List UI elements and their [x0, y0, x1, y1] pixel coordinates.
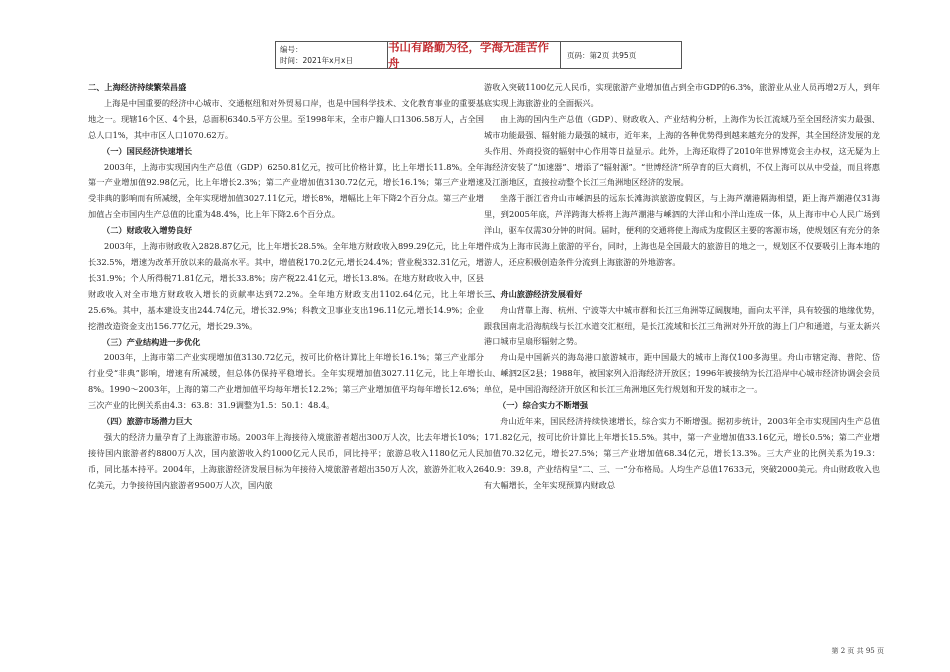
paragraph: 2003年，上海市财政收入2828.87亿元，比上年增长28.5%。全年地方财政收入899.29亿元，比上年增长32.5%，增速为改革开放以来的最高水平。其中，增值税170.2亿元,增长24.4%；营业税332.31亿元，增长31.9%；个人所得税71.81亿元，增长33.8%；房产税22.41亿元，增长13.8%。在地方财政收入中，区县财政收入对全市地方财政收入增长的贡献率达到72.2%。全年地方财政支出1102.64亿元，比上年增长25.6%。其中，基本建设支出244.74亿元，增长32.9%；科教文卫事业支出196.11亿元,增长14.9%；企业挖潜改造资金支出156.77亿元，增长29.3%。	[88, 241, 484, 331]
section-heading: 三、舟山旅游经济发展看好	[484, 288, 583, 299]
paragraph: 坐落于浙江省舟山市嵊泗县的远东长滩海滨旅游度假区，与上海芦潮港隔海相望，距上海芦潮港仅31海里，到2005年底，芦洋跨海大桥将上海芦潮港与嵊泗的大洋山和小洋山连成一体，从上海市中心人民广场到洋山，驱车仅需30分钟的时间。届时，便利的交通将使上海成为度假区主要的客源市场，使规划区有充分的条件成为上海市民海上旅游的平台，同时，上海也是全国最大的旅游目的地之一，规划区不仅要吸引上海本地的游人，还应积极创造条件分流到上海旅游的外地游客。	[484, 193, 880, 267]
paragraph: 舟山近年来，国民经济持续快速增长，综合实力不断增强。据初步统计，2003年全市实现国内生产总值171.82亿元，按可比价计算比上年增长15.5%。其中，第一产业增加值33.16亿元，增长0.5%；第二产业增加值70.32亿元，增长27.5%；第三产业增加值68.34亿元，增长13.3%。三大产业的比例关系为19.3：40.9：39.8，产业结构呈“二、三、一”分布格局。人均生产总值17633元，突破2000美元。舟山财政收入也有大幅增长，全年实现预算内财政总	[484, 416, 880, 490]
paragraph: 2003年，上海市实现国内生产总值（GDP）6250.81亿元，按可比价格计算，比上年增长11.8%。全年第一产业增加值92.98亿元，比上年增长2.3%；第二产业增加值3130.72亿元，增长16.1%；第三产业增速受非典的影响而有所减缓，全年实现增加值3027.11亿元，增长8%，增幅比上年下降2个百分点。第三产业增加值占全市国内生产总值的比重为48.4%，比上年下降2.6个百分点。	[88, 161, 484, 220]
time-label: 时间：2021年x月x日	[280, 56, 353, 65]
paragraph: 上海是中国重要的经济中心城市、交通枢纽和对外贸易口岸，也是中国科学技术、文化教育事业的重要基地之一。现辖16个区、4个县，总面积6340.5平方公里。至1998年末，全市户籍人口1306.58万人，占全国总人口1%，其中市区人口1070.62万。	[88, 97, 484, 140]
subsection-heading: （二）财政收入增势良好	[102, 225, 193, 236]
paragraph: 强大的经济力量孕育了上海旅游市场。2003年上海接待入境旅游者超出300万人次，比去年增长10%；接待国内旅游者约8800万人次，国内旅游收入约1000亿元人民币，同比持平；旅游总收入1180亿元人民币，同比基本持平。2004年，上海旅游经济发展目标为年接待入境旅游者超出350万人次，旅游外汇收入26亿美元，力争接待国内旅游者9500万人次，国内旅	[88, 431, 484, 490]
subsection-heading: （一）综合实力不断增强	[498, 400, 589, 411]
subsection-heading: （一）国民经济快速增长	[102, 145, 193, 156]
page-header	[275, 41, 682, 69]
subsection-heading: （四）旅游市场潜力巨大	[102, 416, 193, 427]
paragraph: 舟山背靠上海、杭州、宁波等大中城市群和长江三角洲等辽阔腹地，面向太平洋，具有较强的地缘优势，跟我国南北沿海航线与长江水道交汇枢纽，是长江流域和长江三角洲对外开放的海上门户和通道，与亚太新兴港口城市呈扇形辐射之势。	[484, 304, 880, 347]
page-footer: 第 2 页 共 95 页	[831, 647, 884, 655]
section-heading: 二、上海经济持续繁荣昌盛	[88, 82, 187, 92]
left-column	[88, 80, 484, 494]
code-label: 编号：	[280, 45, 303, 54]
paragraph: 由上海的国内生产总值（GDP）、财政收入、产业结构分析，上海作为长江流域乃至全国经济实力最强、城市功能最强、辐射能力最强的城市，近年来，上海的各种优势得到越来越充分的发挥，其全国经济发展的龙头作用、外商投资的辐射中心作用等日益显示。此外，上海还取得了2010年世界博览会主办权，这无疑为上海经济安装了“加速器”、增添了“辐射源”。“世博经济”所孕育的巨大商机，不仅上海可以从中受益，而且将惠及江浙地区，直接拉动整个长江三角洲地区经济的发展。	[484, 113, 880, 188]
subsection-heading: （三）产业结构进一步优化	[102, 336, 201, 347]
paragraph: 2003年，上海市第二产业实现增加值3130.72亿元，按可比价格计算比上年增长16.1%；第三产业部分行业受“非典”影响，增速有所减缓，但总体仍保持平稳增长。全年实现增加值3027.11亿元，比上年增长8%。1990～2003年，上海的第二产业增加值平均每年增长12.2%；第三产业增加值平均每年增长12.6%；三次产业的比例关系由4.3：63.8：31.9调整为1.5：50.1：48.4。	[88, 352, 484, 411]
paragraph-continued: 游收入突破1100亿元人民币，实现旅游产业增加值占到全市GDP的6.3%，旅游业从业人员再增2万人，到年底实现上海旅游业的全面振兴。	[484, 82, 880, 108]
header-meta	[276, 42, 388, 68]
paragraph: 舟山是中国新兴的海岛港口旅游城市，距中国最大的城市上海仅100多海里。舟山市辖定海、普陀、岱山、嵊泗2区2县；1988年，被国家列入沿海经济开放区；1996年被接纳为长江沿岸中心城市经济协调会会员单位，是中国沿海经济开放区和长江三角洲地区先行规划和开发的城市之一。	[484, 352, 880, 395]
right-column	[484, 80, 880, 494]
header-motto: 书山有路勤为径，学海无涯苦作舟	[388, 42, 561, 68]
header-page-label: 页码：第2页 共95页	[567, 50, 637, 60]
